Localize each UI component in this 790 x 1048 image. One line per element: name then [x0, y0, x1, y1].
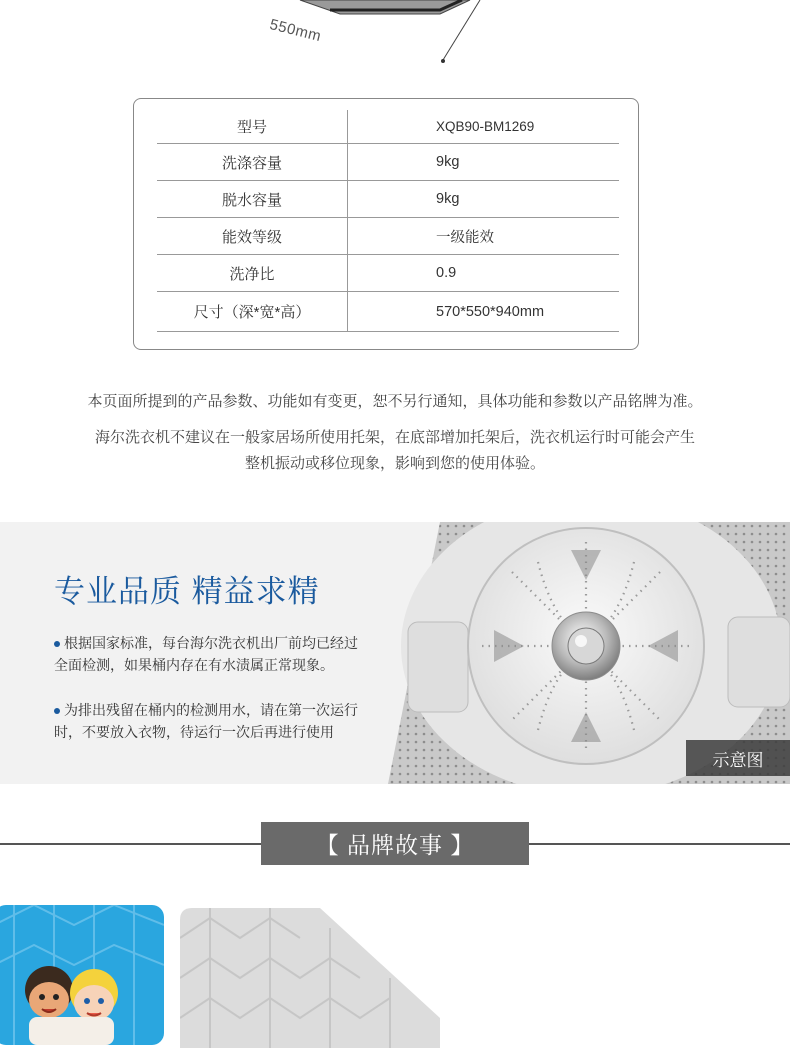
spec-key: 尺寸（深*宽*高）: [157, 292, 348, 331]
spec-row-energy-class: [157, 218, 619, 255]
diagram-caption: 示意图: [686, 740, 790, 776]
spec-key: 能效等级: [157, 218, 348, 254]
bullet-2: [54, 699, 374, 743]
spec-row-dimensions: [157, 292, 619, 332]
spec-row-wash-ratio: [157, 255, 619, 292]
haier-brothers-mascot-image: [0, 905, 164, 1045]
spec-value: 一级能效: [436, 229, 494, 246]
depth-dimension-label: 550mm: [267, 16, 323, 46]
disclaimer-note: 本页面所提到的产品参数、功能如有变更，恕不另行通知，具体功能和参数以产品铭牌为准。: [87, 393, 703, 410]
bullet-dot-icon: [54, 708, 60, 714]
spec-key: 洗净比: [157, 255, 348, 291]
spec-row-wash-capacity: [157, 144, 619, 181]
bullet-1-line2: 全面检测，如果桶内存在有水渍属正常现象。: [54, 657, 334, 673]
brand-pattern-card: [180, 908, 440, 1048]
grey-pattern-panel: [180, 908, 440, 1048]
spec-value: 9kg: [436, 154, 460, 170]
spec-value: 570*550*940mm: [436, 303, 545, 320]
brand-story-heading: 【 品牌故事 】: [261, 822, 529, 865]
spec-key: 型号: [157, 110, 348, 143]
spec-value: 0.9: [436, 265, 457, 281]
spec-table-box: [133, 98, 639, 350]
washer-base-outline: [0, 0, 790, 90]
spec-key: 脱水容量: [157, 181, 348, 217]
bullet-2-line2: 时，不要放入衣物，待运行一次后再进行使用: [54, 724, 334, 740]
dimension-illustration: [0, 0, 790, 90]
spec-row-spin-capacity: [157, 181, 619, 218]
bullet-1: [54, 632, 374, 676]
spec-value: 9kg: [436, 191, 460, 207]
spec-value: XQB90-BM1269: [436, 119, 535, 134]
bullet-2-line1: 为排出残留在桶内的检测用水，请在第一次运行: [64, 702, 358, 718]
banner-title: 专业品质 精益求精: [54, 574, 320, 609]
bracket-warning-line1: 海尔洗衣机不建议在一般家居场所使用托架，在底部增加托架后，洗衣机运行时可能会产生: [94, 429, 695, 446]
spec-table: [157, 110, 619, 332]
bullet-dot-icon: [54, 641, 60, 647]
quality-banner: [0, 522, 790, 784]
spec-row-model: [157, 110, 619, 144]
bullet-1-line1: 根据国家标准，每台海尔洗衣机出厂前均已经过: [64, 635, 358, 651]
spec-key: 洗涤容量: [157, 144, 348, 180]
drum-image: [388, 522, 790, 784]
brand-mascot-card: [0, 905, 164, 1045]
bracket-warning-line2: 整机振动或移位现象，影响到您的使用体验。: [244, 455, 545, 472]
